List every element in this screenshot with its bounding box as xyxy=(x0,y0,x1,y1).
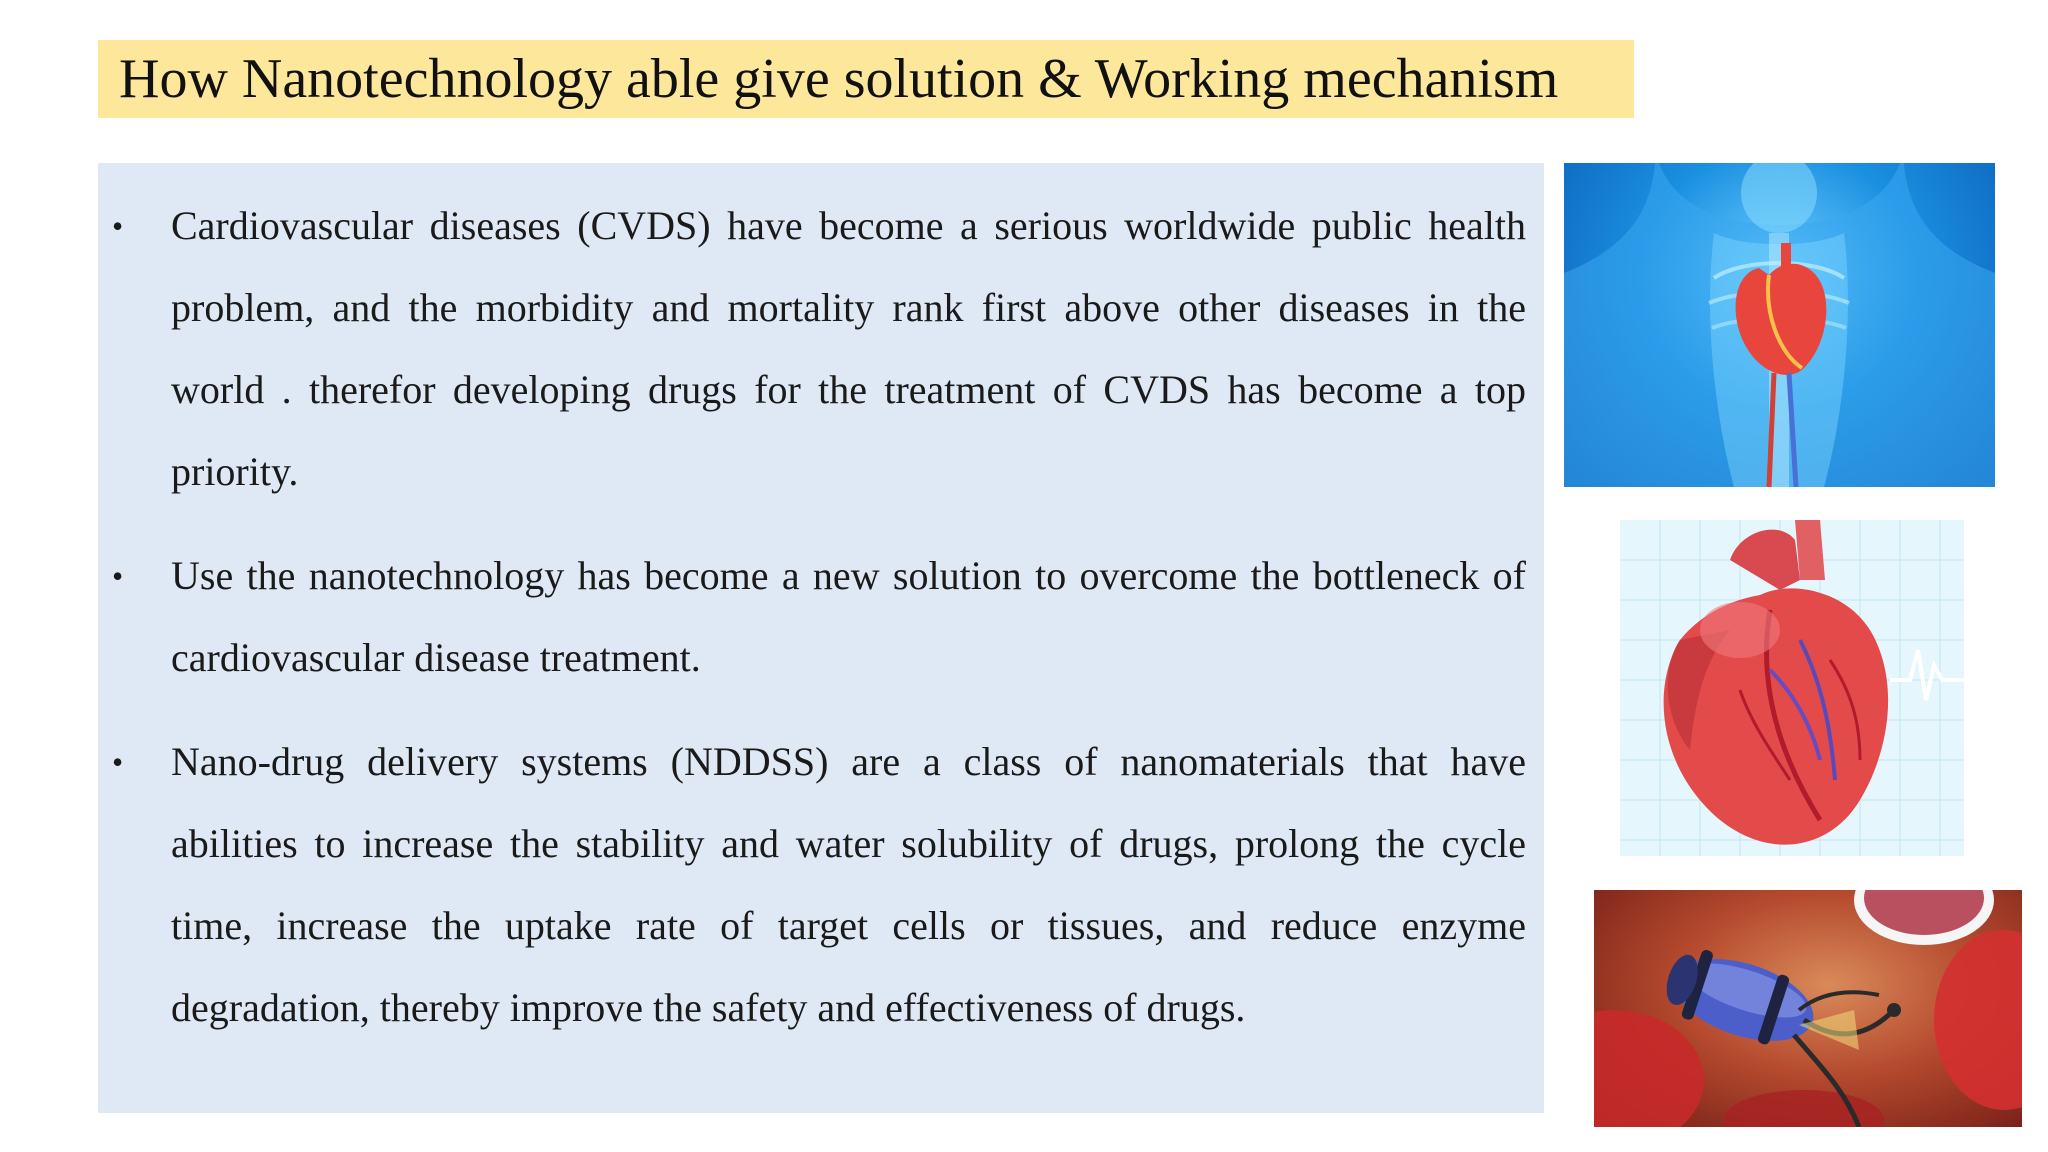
bullet-item xyxy=(98,185,1526,513)
torso-illustration xyxy=(1564,163,1995,487)
heart-illustration xyxy=(1620,520,1964,856)
bullet-text: Use the nanotechnology has become a new solution to overcome the bottleneck of cardiovascular disease treatment. xyxy=(171,553,1526,680)
bullet-marker: • xyxy=(112,208,124,244)
bullet-marker: • xyxy=(112,744,124,780)
bullet-item xyxy=(98,535,1526,699)
nanobot-illustration xyxy=(1594,890,2022,1127)
bullet-list xyxy=(98,185,1544,1071)
bullet-marker: • xyxy=(112,558,124,594)
title-banner xyxy=(98,40,1634,118)
content-panel xyxy=(98,163,1544,1113)
anatomy-torso-image xyxy=(1564,163,1995,487)
slide-title: How Nanotechnology able give solution & Working mechanism xyxy=(119,48,1559,110)
bullet-item xyxy=(98,721,1526,1049)
bullet-text: Nano-drug delivery systems (NDDSS) are a class of nanomaterials that have abilities to increase the stability and water solubility of drugs, prolong the cycle time, increase the uptake rate of target cells or tissues, and reduce enzyme degradation, thereby improve the safety and effectiveness of drugs. xyxy=(171,739,1526,1030)
bullet-text: Cardiovascular diseases (CVDS) have become a serious worldwide public health problem, and the morbidity and mortality rank first above other diseases in the world . therefor developing drugs for the treatment of CVDS has become a top priority. xyxy=(171,203,1526,494)
heart-image xyxy=(1620,520,1964,856)
nanobot-image xyxy=(1594,890,2022,1127)
